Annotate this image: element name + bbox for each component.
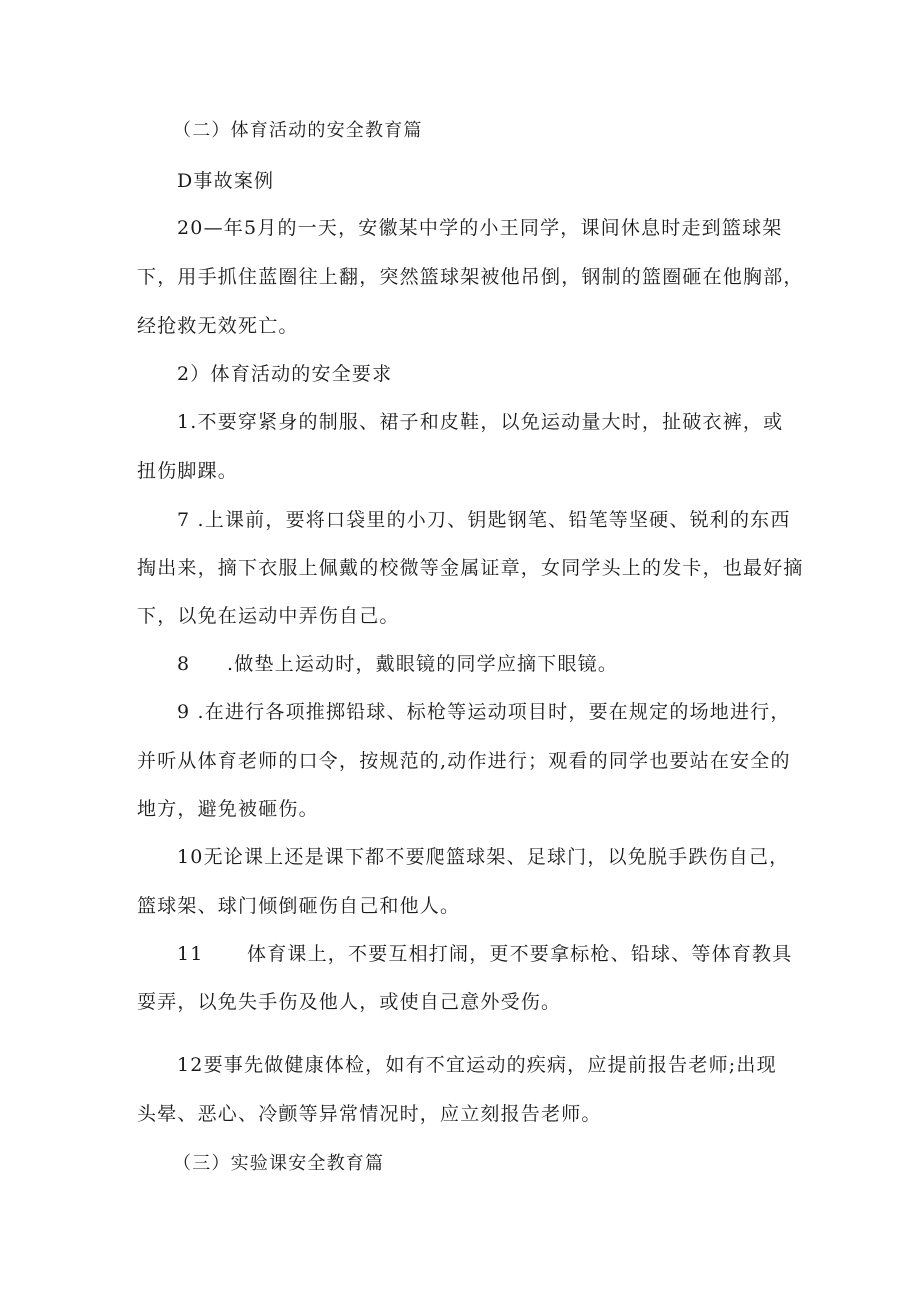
- item-1-line-1: 1.不要穿紧身的制服、裙子和皮鞋，以免运动量大时，扯破衣裤，或: [177, 411, 784, 433]
- item-7-line-2: 掏出来，摘下衣服上佩戴的校微等金属证章，女同学头上的发卡，也最好摘: [137, 557, 804, 579]
- item-8-number: 8: [177, 653, 191, 675]
- case-heading: D事故案例: [177, 170, 275, 192]
- case-text-line-2: 下，用手抓住蓝圈往上翻，突然篮球架被他吊倒，钢制的篮圈砸在他胸部，: [137, 266, 804, 288]
- section-2-title: （二）体育活动的安全教育篇: [173, 120, 423, 141]
- item-9-line-2: 并听从体育老师的口令，按规范的,动作进行；观看的同学也要站在安全的: [137, 750, 791, 772]
- item-12-line-2: 头晕、恶心、冷颤等异常情况时，应立刻报告老师。: [137, 1103, 602, 1125]
- item-12-line-1: 12要事先做健康体检，如有不宜运动的疾病，应提前报告老师;出现: [177, 1054, 777, 1076]
- requirements-heading: 2）体育活动的安全要求: [177, 363, 393, 385]
- item-11-number: 11: [177, 943, 204, 965]
- item-7-line-1: 7 .上课前，要将口袋里的小刀、钥匙钢笔、铅笔等坚硬、锐利的东西: [177, 509, 791, 531]
- item-9-line-1: 9 .在进行各项推掷铅球、标枪等运动项目时，要在规定的场地进行，: [177, 701, 791, 723]
- item-10-line-2: 篮球架、球门倾倒砸伤自己和他人。: [137, 895, 461, 917]
- case-text-line-3: 经抢救无效死亡。: [137, 315, 299, 337]
- item-9-line-3: 地方，避免被砸伤。: [137, 798, 319, 820]
- item-11-line-2: 耍弄，以免失手伤及他人，或使自己意外受伤。: [137, 991, 562, 1013]
- section-3-title: （三）实验课安全教育篇: [173, 1153, 385, 1174]
- item-8-text: .做垫上运动时，戴眼镜的同学应摘下眼镜。: [227, 653, 619, 675]
- item-10-line-1: 10无论课上还是课下都不要爬篮球架、足球门，以免脱手跌伤自己，: [177, 846, 790, 868]
- item-7-line-3: 下，以免在运动中弄伤自己。: [137, 605, 400, 627]
- case-text-line-1: 20—年5月的一天，安徽某中学的小王同学，课间休息时走到篮球架: [177, 217, 783, 239]
- item-1-line-2: 扭伤脚踝。: [137, 460, 239, 482]
- item-11-line-1: 体育课上，不要互相打闹，更不要拿标枪、铅球、等体育教具: [247, 943, 793, 965]
